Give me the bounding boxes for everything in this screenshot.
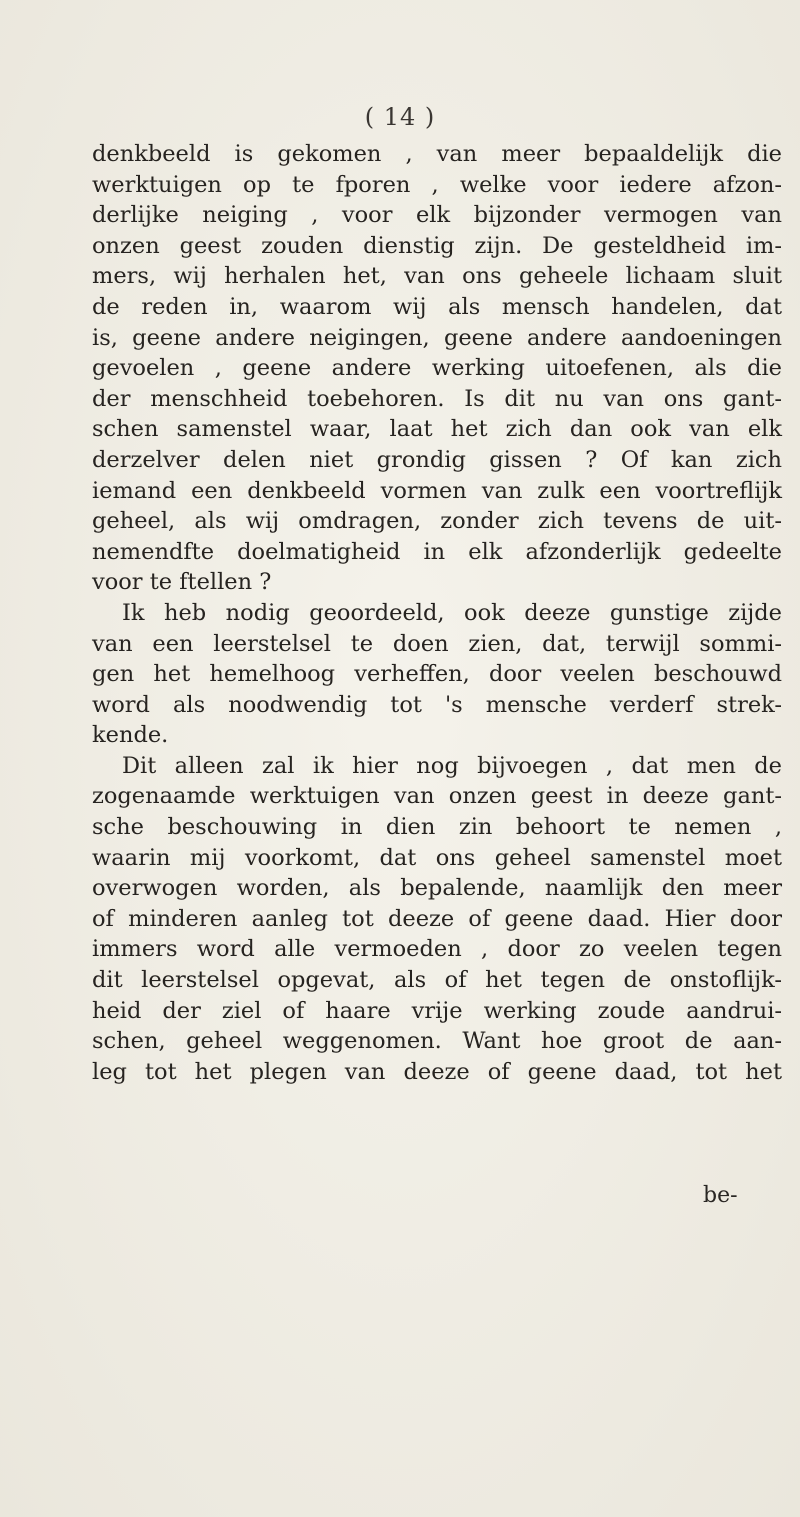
text-line: schen samenstel waar, laat het zich dan ook van elk — [92, 416, 782, 443]
text-line: of minderen aanleg tot deeze of geene daad. Hier door — [92, 905, 782, 932]
text-line: derlijke neiging , voor elk bijzonder vermogen van — [92, 202, 782, 229]
text-line: Dit alleen zal ik hier nog bijvoegen , dat men de — [122, 752, 782, 779]
text-line: werktuigen op te fporen , welke voor iedere afzon- — [92, 171, 782, 198]
text-line: derzelver delen niet grondig gissen ? Of kan zich — [92, 446, 782, 473]
text-line: dit leerstelsel opgevat, als of het tegen de onstoflijk- — [92, 967, 782, 994]
text-line: Ik heb nodig geoordeeld, ook deeze gunstige zijde — [122, 599, 782, 626]
text-line: schen, geheel weggenomen. Want hoe groot de aan- — [92, 1028, 782, 1055]
page-number: ( 14 ) — [364, 103, 436, 131]
text-line: overwogen worden, als bepalende, naamlijk den meer — [92, 875, 782, 902]
text-line: kende. — [92, 722, 169, 749]
text-line: onzen geest zouden dienstig zijn. De gesteldheid im- — [92, 232, 782, 259]
text-line: voor te ftellen ? — [92, 569, 272, 596]
catchword: be- — [703, 1183, 738, 1208]
text-line: de reden in, waarom wij als mensch handelen, dat — [92, 293, 782, 320]
text-line: iemand een denkbeeld vormen van zulk een voortreflijk — [92, 477, 782, 504]
text-line: mers, wij herhalen het, van ons geheele lichaam sluit — [92, 263, 782, 290]
text-line: heid der ziel of haare vrije werking zoude aandrui- — [92, 997, 782, 1024]
text-line: waarin mij voorkomt, dat ons geheel samenstel moet — [92, 844, 782, 871]
text-line: is, geene andere neigingen, geene andere aandoeningen — [92, 324, 782, 351]
text-line: zogenaamde werktuigen van onzen geest in deeze gant- — [92, 783, 782, 810]
body-text — [92, 139, 782, 1087]
text-line: der menschheid toebehoren. Is dit nu van ons gant- — [92, 385, 782, 412]
text-line: geheel, als wij omdragen, zonder zich tevens de uit- — [92, 508, 782, 535]
text-line: gevoelen , geene andere werking uitoefenen, als die — [92, 355, 782, 382]
text-line: gen het hemelhoog verheffen, door veelen beschouwd — [92, 661, 782, 688]
text-line: word als noodwendig tot 's mensche verderf strek- — [92, 691, 782, 718]
text-line: immers word alle vermoeden , door zo veelen tegen — [92, 936, 782, 963]
text-line: sche beschouwing in dien zin behoort te nemen , — [92, 814, 782, 841]
text-line: van een leerstelsel te doen zien, dat, terwijl sommi- — [92, 630, 782, 657]
text-line: denkbeeld is gekomen , van meer bepaaldelijk die — [92, 141, 782, 167]
text-line: leg tot het plegen van deeze of geene daad, tot het — [92, 1058, 782, 1085]
text-line: nemendfte doelmatigheid in elk afzonderlijk gedeelte — [92, 538, 782, 565]
